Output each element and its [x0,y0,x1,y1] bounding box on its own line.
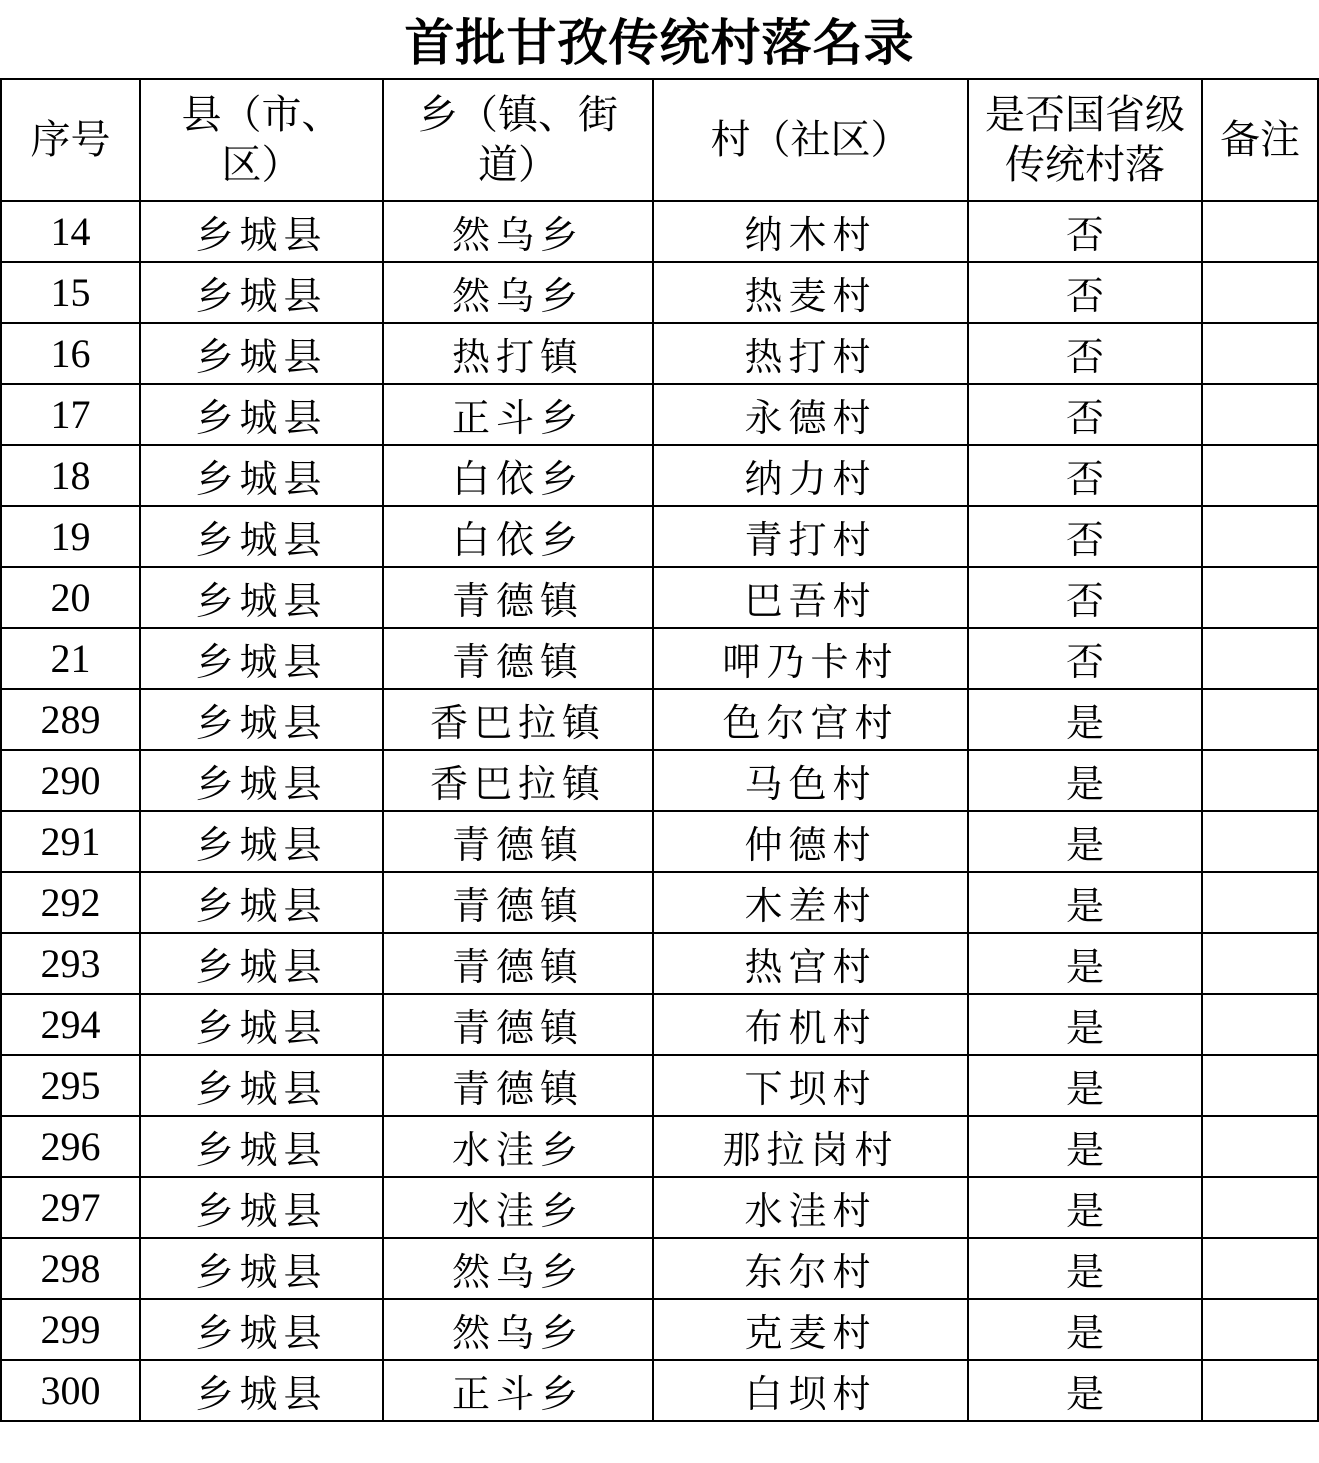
cell-village: 白坝村 [653,1360,968,1421]
cell-national: 否 [968,506,1202,567]
cell-remark [1202,445,1318,506]
cell-town: 然乌乡 [383,1238,653,1299]
header-town-line1: 乡（镇、街 [418,92,618,138]
header-town-line2: 道） [478,142,558,188]
cell-national: 是 [968,1238,1202,1299]
cell-remark [1202,1238,1318,1299]
cell-national: 是 [968,1299,1202,1360]
cell-seq: 295 [1,1055,140,1116]
cell-seq: 299 [1,1299,140,1360]
cell-remark [1202,1055,1318,1116]
cell-national: 是 [968,994,1202,1055]
cell-town: 青德镇 [383,567,653,628]
cell-seq: 291 [1,811,140,872]
cell-town: 白依乡 [383,445,653,506]
cell-village: 那拉岗村 [653,1116,968,1177]
cell-seq: 17 [1,384,140,445]
cell-seq: 19 [1,506,140,567]
table-row [1,506,1318,567]
cell-national: 否 [968,567,1202,628]
table-row [1,872,1318,933]
cell-seq: 290 [1,750,140,811]
cell-county: 乡城县 [140,323,383,384]
cell-county: 乡城县 [140,994,383,1055]
table-row [1,994,1318,1055]
cell-village: 热麦村 [653,262,968,323]
cell-village: 布机村 [653,994,968,1055]
cell-county: 乡城县 [140,201,383,262]
cell-remark [1202,872,1318,933]
cell-town: 白依乡 [383,506,653,567]
cell-remark [1202,201,1318,262]
cell-remark [1202,323,1318,384]
cell-national: 否 [968,201,1202,262]
cell-remark [1202,1360,1318,1421]
header-county-line2: 区） [221,142,302,188]
cell-village: 木差村 [653,872,968,933]
cell-seq: 21 [1,628,140,689]
header-remark [1202,79,1318,201]
cell-seq: 14 [1,201,140,262]
header-national-line2: 传统村落 [1005,142,1165,188]
cell-seq: 298 [1,1238,140,1299]
cell-seq: 293 [1,933,140,994]
cell-county: 乡城县 [140,262,383,323]
cell-remark [1202,750,1318,811]
header-seq [1,79,140,201]
cell-county: 乡城县 [140,1299,383,1360]
cell-seq: 296 [1,1116,140,1177]
cell-remark [1202,262,1318,323]
table-row [1,1177,1318,1238]
cell-village: 东尔村 [653,1238,968,1299]
table-row [1,445,1318,506]
table-row [1,750,1318,811]
cell-village: 呷乃卡村 [653,628,968,689]
cell-remark [1202,506,1318,567]
cell-national: 否 [968,323,1202,384]
cell-remark [1202,689,1318,750]
table-row [1,323,1318,384]
cell-town: 水洼乡 [383,1116,653,1177]
cell-town: 青德镇 [383,1055,653,1116]
cell-county: 乡城县 [140,1116,383,1177]
cell-county: 乡城县 [140,445,383,506]
cell-remark [1202,811,1318,872]
cell-remark [1202,1299,1318,1360]
cell-national: 是 [968,689,1202,750]
table-row [1,1360,1318,1421]
header-national-line1: 是否国省级 [985,92,1185,138]
cell-village: 巴吾村 [653,567,968,628]
cell-village: 永德村 [653,384,968,445]
cell-national: 是 [968,750,1202,811]
cell-seq: 15 [1,262,140,323]
cell-town: 水洼乡 [383,1177,653,1238]
table-row [1,1116,1318,1177]
cell-town: 然乌乡 [383,1299,653,1360]
cell-village: 纳力村 [653,445,968,506]
cell-county: 乡城县 [140,567,383,628]
cell-remark [1202,628,1318,689]
cell-remark [1202,567,1318,628]
header-village-label: 村（社区） [710,117,911,163]
cell-town: 正斗乡 [383,384,653,445]
cell-village: 热打村 [653,323,968,384]
cell-town: 香巴拉镇 [383,750,653,811]
cell-national: 否 [968,262,1202,323]
cell-remark [1202,994,1318,1055]
table-row [1,811,1318,872]
cell-county: 乡城县 [140,1177,383,1238]
table-body [1,201,1318,1421]
header-remark-label: 备注 [1220,117,1300,163]
table-row [1,201,1318,262]
cell-village: 热宫村 [653,933,968,994]
cell-seq: 297 [1,1177,140,1238]
cell-county: 乡城县 [140,872,383,933]
cell-seq: 20 [1,567,140,628]
cell-county: 乡城县 [140,1055,383,1116]
cell-national: 是 [968,1177,1202,1238]
cell-village: 青打村 [653,506,968,567]
cell-national: 否 [968,384,1202,445]
cell-county: 乡城县 [140,506,383,567]
cell-remark [1202,1116,1318,1177]
cell-national: 是 [968,1116,1202,1177]
table-row [1,933,1318,994]
cell-national: 是 [968,1360,1202,1421]
table-row [1,1238,1318,1299]
cell-county: 乡城县 [140,384,383,445]
header-national [968,79,1202,201]
cell-county: 乡城县 [140,1360,383,1421]
cell-town: 青德镇 [383,933,653,994]
table-row [1,1055,1318,1116]
cell-national: 否 [968,445,1202,506]
cell-village: 色尔宫村 [653,689,968,750]
table-row [1,262,1318,323]
cell-town: 然乌乡 [383,262,653,323]
table-row [1,567,1318,628]
cell-town: 香巴拉镇 [383,689,653,750]
table-row [1,628,1318,689]
header-county [140,79,383,201]
cell-town: 青德镇 [383,628,653,689]
document-title: 首批甘孜传统村落名录 [404,13,915,72]
cell-national: 是 [968,811,1202,872]
header-seq-label: 序号 [30,117,111,163]
cell-town: 青德镇 [383,872,653,933]
cell-national: 是 [968,1055,1202,1116]
cell-seq: 294 [1,994,140,1055]
cell-town: 青德镇 [383,994,653,1055]
cell-county: 乡城县 [140,1238,383,1299]
cell-national: 是 [968,872,1202,933]
table-header-row [1,79,1318,201]
table-row [1,1299,1318,1360]
cell-county: 乡城县 [140,750,383,811]
cell-county: 乡城县 [140,933,383,994]
cell-town: 热打镇 [383,323,653,384]
cell-seq: 289 [1,689,140,750]
cell-village: 克麦村 [653,1299,968,1360]
village-list-table [0,78,1319,1422]
cell-county: 乡城县 [140,628,383,689]
cell-village: 下坝村 [653,1055,968,1116]
cell-town: 青德镇 [383,811,653,872]
cell-national: 否 [968,628,1202,689]
header-county-line1: 县（市、 [181,92,342,138]
cell-seq: 18 [1,445,140,506]
cell-national: 是 [968,933,1202,994]
table-row [1,689,1318,750]
cell-seq: 300 [1,1360,140,1421]
cell-seq: 292 [1,872,140,933]
cell-village: 仲德村 [653,811,968,872]
cell-county: 乡城县 [140,689,383,750]
cell-village: 纳木村 [653,201,968,262]
cell-remark [1202,933,1318,994]
cell-county: 乡城县 [140,811,383,872]
cell-seq: 16 [1,323,140,384]
table-row [1,384,1318,445]
cell-village: 水洼村 [653,1177,968,1238]
cell-town: 然乌乡 [383,201,653,262]
header-town [383,79,653,201]
header-village [653,79,968,201]
cell-remark [1202,384,1318,445]
cell-remark [1202,1177,1318,1238]
cell-town: 正斗乡 [383,1360,653,1421]
cell-village: 马色村 [653,750,968,811]
